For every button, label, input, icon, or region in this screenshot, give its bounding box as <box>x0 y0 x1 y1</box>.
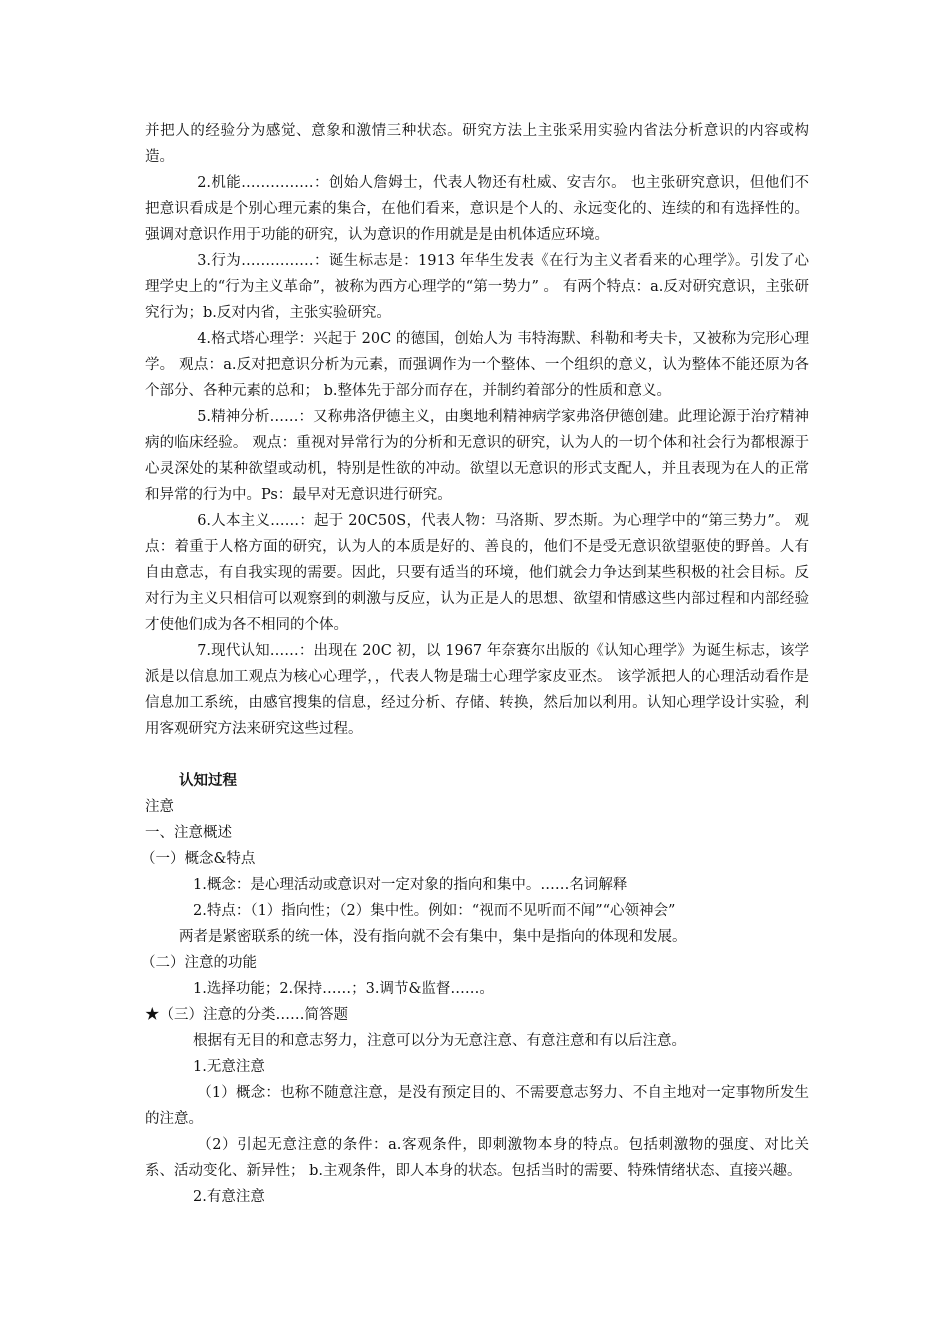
item-concept: 1.概念：是心理活动或意识对一定对象的指向和集中。……名词解释 <box>193 877 628 893</box>
paragraph-gestalt: 4.格式塔心理学：兴起于 20C 的德国，创始人为 韦特海默、科勒和考夫卡，又被称为完形心理学。 观点：a.反对把意识分析为元素，而强调作为一个整体、一个组织的意义，认为整体不能还原为各个部分、各种元素的总和； b.整体先于部分而存在，并制约着部分的性质和意义。 <box>145 331 809 399</box>
paragraph-behaviorism: 3.行为……………：诞生标志是：1913 年华生发表《在行为主义者看来的心理学》。引发了心理学史上的“行为主义革命”，被称为西方心理学的“第一势力” 。 有两个特点：a.反对研究意识，主张研究行为；b.反对内省，主张实验研究。 <box>145 253 809 321</box>
paragraph-structuralism-end: 并把人的经验分为感觉、意象和激情三种状态。研究方法上主张采用实验内省法分析意识的内容或构造。 <box>145 123 809 165</box>
item-involuntary-conditions: （2）引起无意注意的条件：a.客观条件，即刺激物本身的特点。包括刺激物的强度、对比关系、活动变化、新异性； b.主观条件，即人本身的状态。包括当时的需要、特殊情绪状态、直接兴趣。 <box>145 1137 809 1179</box>
item-involuntary: 1.无意注意 <box>193 1059 265 1075</box>
paragraph-cognitive: 7.现代认知……：出现在 20C 初，以 1967 年奈赛尔出版的《认知心理学》为诞生标志，该学派是以信息加工观点为核心心理学，，代表人物是瑞士心理学家皮亚杰。 该学派把人的心理活动看作是信息加工系统，由感官搜集的信息，经过分析、存储、转换，然后加以利用。认知心理学设计实验，利用客观研究方法来研究这些过程。 <box>145 643 809 737</box>
paragraph-psychoanalysis: 5.精神分析……：又称弗洛伊德主义，由奥地利精神病学家弗洛伊德创建。此理论源于治疗精神病的临床经验。 观点：重视对异常行为的分析和无意识的研究，认为人的一切个体和社会行为都根源于心灵深处的某种欲望或动机，特别是性欲的冲动。欲望以无意识的形式支配人，并且表现为在人的正常和异常的行为中。Ps：最早对无意识进行研究。 <box>145 409 809 503</box>
item-voluntary: 2.有意注意 <box>193 1189 265 1205</box>
subsection-function: （二）注意的功能 <box>141 955 257 971</box>
section-heading-cognition: 认知过程 <box>179 772 237 789</box>
item-features-note: 两者是紧密联系的统一体，没有指向就不会有集中，集中是指向的体现和发展。 <box>179 929 687 945</box>
topic-attention: 注意 <box>145 799 174 815</box>
item-involuntary-concept: （1）概念：也称不随意注意，是没有预定目的、不需要意志努力、不自主地对一定事物所发生的注意。 <box>145 1085 809 1127</box>
subsection-classification: ★（三）注意的分类……简答题 <box>145 1007 348 1023</box>
paragraph-humanism: 6.人本主义……：起于 20C50S，代表人物：马洛斯、罗杰斯。为心理学中的“第三势力”。 观点：着重于人格方面的研究，认为人的本质是好的、善良的，他们不是受无意识欲望驱使的野兽。人有自由意志，有自我实现的需要。因此，只要有适当的环境，他们就会力争达到某些积极的社会目标。反对行为主义只相信可以观察到的刺激与反应，认为正是人的思想、欲望和情感这些内部过程和内部经验才使他们成为各不相同的个体。 <box>145 513 809 633</box>
paragraph-functionalism: 2.机能……………：创始人詹姆士，代表人物还有杜威、安吉尔。 也主张研究意识，但他们不把意识看成是个别心理元素的集合，在他们看来，意识是个人的、永远变化的、连续的和有选择性的。强调对意识作用于功能的研究，认为意识的作用就是是由机体适应环境。 <box>145 175 809 243</box>
item-features: 2.特点：（1）指向性；（2）集中性。例如：“视而不见听而不闻”“心领神会” <box>193 903 676 919</box>
item-classification: 根据有无目的和意志努力，注意可以分为无意注意、有意注意和有以后注意。 <box>193 1033 686 1049</box>
item-functions: 1.选择功能；2.保持……；3.调节&监督……。 <box>193 981 494 997</box>
document-page <box>141 118 809 1210</box>
subsection-concept: （一）概念&特点 <box>141 851 256 867</box>
section-overview: 一、注意概述 <box>145 825 232 841</box>
